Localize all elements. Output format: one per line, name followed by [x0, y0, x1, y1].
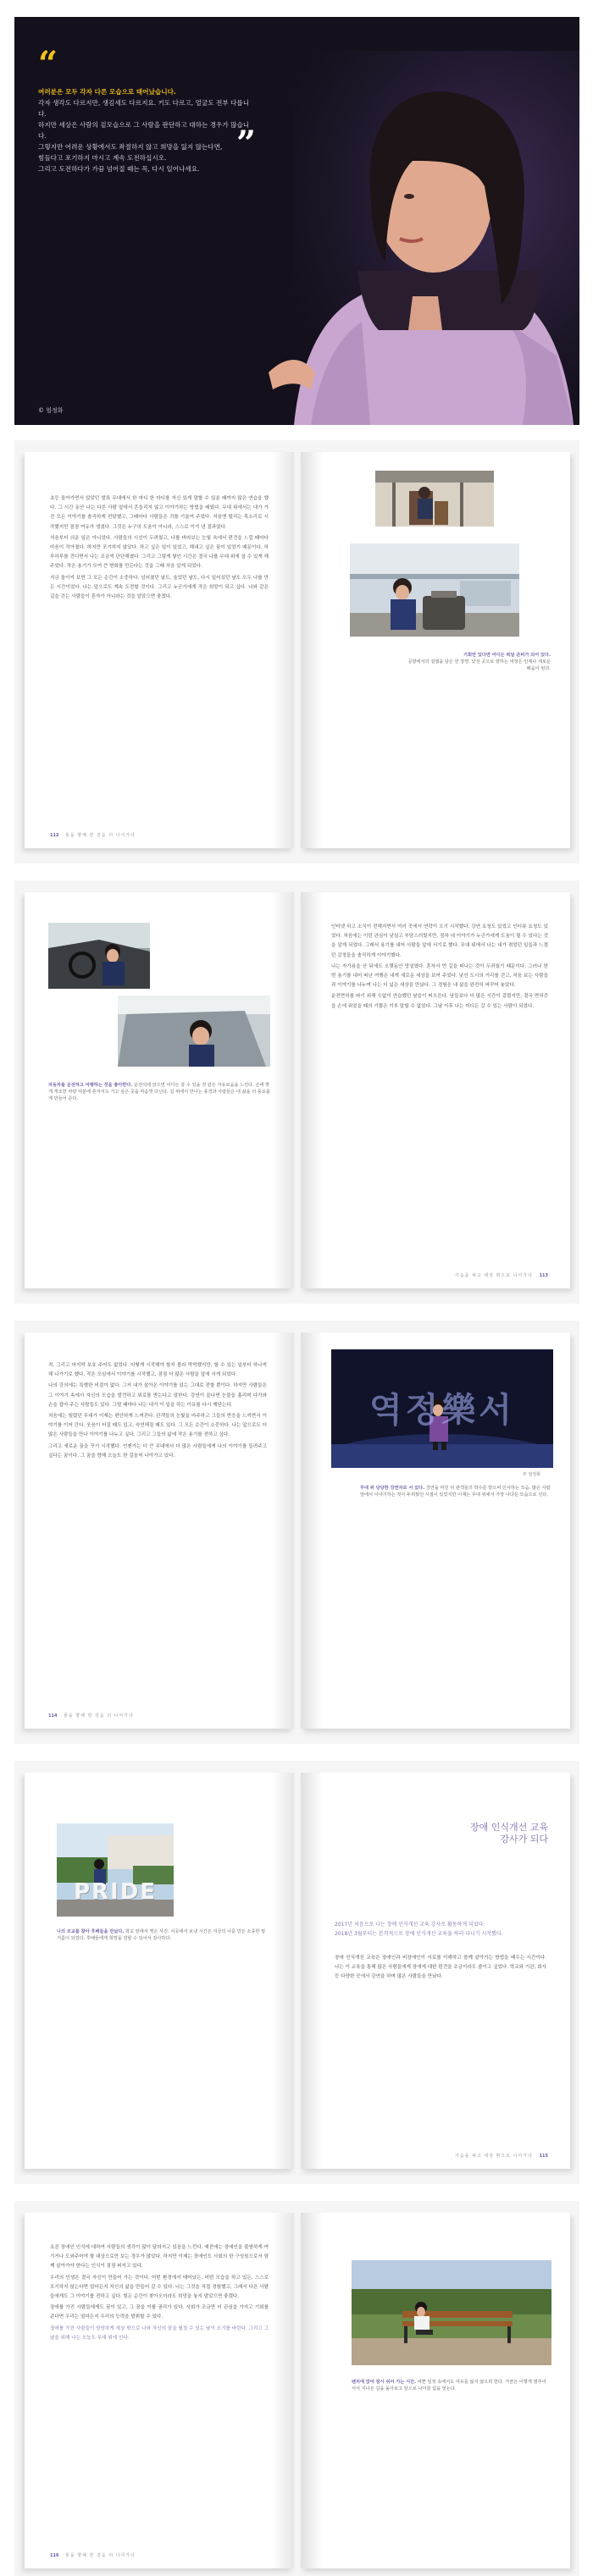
running-title: 가슴을 펴고 세상 밖으로 나아가다 — [454, 1273, 533, 1278]
photo-credit: © 엄정화 — [523, 1472, 541, 1477]
book-spread-5 — [14, 2201, 579, 2576]
body-text — [50, 2243, 269, 2345]
paragraph: 우리의 인생은 결국 자신이 만들어 가는 것이다. 어떤 환경에서 태어났든, 어떤 모습을 하고 있든, 스스로 포기하지 않는다면 얼마든지 자신의 삶을 만들어 갈 수 있다. 나는 그것을 직접 경험했고, 그래서 다른 사람들에게도 그 이야기를 전하고 싶다. 힘든 순간이 찾아오더라도 희망을 놓지 말았으면 좋겠다. — [50, 2275, 269, 2300]
paragraph: 운전면허를 따기 위해 수없이 연습했던 날들이 떠오른다. 남들보다 더 많은 시간이 걸렸지만, 결국 면허증을 손에 쥐었을 때의 기쁨은 이루 말할 수 없었다. 그날 이후 나는 어디든 갈 수 있는 사람이 되었다. — [331, 994, 548, 1009]
book-spread-1 — [14, 440, 579, 863]
section-intro-line: 2018년 3월부터는 본격적으로 장애 인식개선 교육을 하러 다니기 시작했다. — [335, 1931, 503, 1937]
paragraph: 장애를 가진 사람들에게도 꿈이 있고, 그 꿈을 이룰 권리가 있다. 사회가 조금만 더 관심을 가지고 기회를 준다면 우리는 얼마든지 우리의 능력을 발휘할 수 있다. — [50, 2305, 269, 2320]
paragraph: 지금 돌이켜 보면 그 모든 순간이 소중하다. 넘어졌던 날도, 울었던 날도, 다시 일어섰던 날도 모두 나를 만든 시간이었다. 나는 앞으로도 계속 도전할 것이다. 그리고 누군가에게 작은 희망이 되고 싶다. 나와 같은 길을 걷는 사람들이 혼자가 아니라는 것을 알았으면 좋겠다. — [50, 575, 269, 600]
caption-text: 강연을 마친 뒤 관객들의 박수를 받으며 인사하는 모습. 많은 사람 앞에서 이야기하는 것이 두려웠던 시절이 있었지만 이제는 무대 위에서 가장 나다운 모습으로 선다. — [360, 1486, 551, 1498]
running-title: 꿈을 향해 한 걸음 더 나아가다 — [65, 2553, 136, 2558]
paragraph: 처음에는 떨렸던 무대가 이제는 편안하게 느껴진다. 관객들의 눈빛을 마주하고 그들의 반응을 느끼면서 이야기를 이어 간다. 웃음이 터질 때도 있고, 숙연해질 때도 있다. 그 모든 순간이 소중하다. 나는 앞으로도 더 많은 사람들을 만나 이야기를 나누고 싶다. 그리고 그들의 삶에 작은 용기를 전하고 싶다. — [48, 1414, 267, 1438]
page-number: 115 — [539, 2154, 548, 2159]
book-spread-2 — [14, 880, 579, 1304]
quote-line: 그렇지만 어려운 상황에서도 좌절하지 않고 희망을 잃지 않는다면, — [38, 143, 223, 151]
quote-line: 그리고 도전하다가 가끔 넘어질 때는 꼭, 다시 일어나세요. — [38, 165, 200, 173]
caption-highlight: 자동차를 운전하고 여행하는 것을 좋아한다. — [48, 1083, 133, 1088]
body-text — [48, 1361, 267, 1463]
highlighted-paragraph: 장애를 가진 사람들이 당당하게 세상 밖으로 나와 자신의 꿈을 펼칠 수 있는 날이 오기를 바란다. 그리고 그날을 위해 나는 오늘도 무대 위에 선다. — [50, 2325, 269, 2341]
paragraph: 초등 돌아가면서 앉았던 발표 무대에서 한 마디 한 마디를 자신 있게 말할 수 있을 때까지 많은 연습을 했다. 그 시간 동안 나는 다른 사람 앞에서 흔들리지 않고 이야기하는 방법을 배웠다. 무대 위에서는 내가 가진 모든 이야기를 솔직하게 전달했고, 그때마다 사람들은 귀를 기울여 주었다. 처음엔 떨리는 목소리로 시작했지만 점점 여유가 생겼다. 그것은 누구의 도움이 아니라, 스스로 이겨 낸 결과였다. — [50, 496, 269, 530]
sign-lettering: PRIDE — [73, 1879, 158, 1905]
photo-caption — [352, 2379, 551, 2392]
section-title — [379, 1822, 548, 1845]
right-page — [301, 1332, 570, 1729]
car-window-photo — [118, 996, 270, 1067]
photo-caption — [360, 1485, 551, 1498]
page-folio — [455, 1272, 548, 1278]
photo-caption — [48, 1082, 270, 1102]
stage-sign-text: 역정樂서 — [369, 1391, 515, 1430]
speaker-photo — [14, 17, 579, 425]
caption-text: 학교 앞에서 찍은 사진. 이곳에서 보낸 시간은 지금의 나를 만든 소중한 밑거름이 되었다. 후배들에게 희망을 전할 수 있어서 감사하다. — [57, 1929, 266, 1941]
page-folio — [48, 1713, 134, 1718]
right-page — [301, 892, 570, 1288]
book-spread-4 — [14, 1761, 579, 2184]
caption-highlight: 무대 위 당당한 강연자로 서 있다. — [360, 1486, 425, 1491]
paragraph: 나의 강의에는 특별한 비결이 없다. 그저 내가 살아온 이야기를 있는 그대로 전할 뿐이다. 하지만 사람들은 그 이야기 속에서 자신의 모습을 발견하고 위로를 받는다고 말한다. 강연이 끝나면 눈물을 흘리며 다가와 손을 잡아 주는 사람들도 있다. 그럴 때마다 나는 내가 이 일을 하는 이유를 다시 깨닫는다. — [48, 1383, 267, 1408]
airport-photo — [350, 543, 519, 637]
book-spread-3 — [14, 1321, 579, 1744]
caption-highlight: 나의 모교를 찾아 후배들을 만났다. — [57, 1929, 125, 1934]
section-intro-line: 2017년 처음으로 나는 장애 인식개선 교육 강사로 활동하게 되었다. — [335, 1922, 485, 1928]
right-page — [301, 452, 570, 848]
hero-quote — [38, 86, 250, 174]
quote-line: 하지만 세상은 사람의 겉모습으로 그 사람을 판단하고 대하는 경우가 많습니다. — [38, 121, 250, 140]
body-text — [331, 923, 548, 1013]
photo-caption — [57, 1928, 269, 1942]
luggage-photo — [375, 471, 494, 527]
paragraph: 나는 자가용을 산 뒤에도 오랫동안 망설였다. 혼자서 먼 길을 떠나는 것이 두려웠기 때문이다. 그러나 한 번 용기를 내어 떠난 여행은 내게 새로운 세상을 보여 주었다. 낯선 도시의 거리를 걷고, 처음 보는 사람들과 이야기를 나누며 나는 더 넓은 세상을 만났다. 그 경험은 내 삶을 완전히 바꾸어 놓았다. — [331, 963, 548, 989]
paragraph: 처음부터 쉬운 일은 아니었다. 사람들의 시선이 두려웠고, 나를 바라보는 눈빛 속에서 편견을 느낄 때마다 마음이 작아졌다. 하지만 포기하지 않았다. 하고 싶은 일이 있었고, 해내고 싶은 꿈이 있었기 때문이다. 하루하루를 견디면서 나는 조금씩 단단해졌다. 그리고 그렇게 쌓인 시간은 결국 나를 무대 위에 설 수 있게 해 주었다. 작은 용기가 모여 큰 변화를 만든다는 것을 그때 처음 알게 되었다. — [50, 535, 269, 570]
page-folio — [50, 2552, 136, 2558]
quote-line: 힘들다고 포기하지 마시고 계속 도전하십시오. — [38, 154, 167, 162]
left-page — [25, 892, 294, 1288]
hero-photo-panel — [14, 17, 579, 425]
caption-text: 운전석에 앉으면 어디든 갈 수 있을 것 같은 자유로움을 느낀다. 손에 맞게 개조한 차량 덕분에 혼자서도 가고 싶은 곳을 마음껏 다닌다. 길 위에서 만나는 풍경과 사람들은 내 삶을 더 풍요롭게 만들어 준다. — [48, 1083, 270, 1101]
quote-line: 여러분은 모두 각자 다른 모습으로 태어났습니다. — [38, 88, 176, 96]
page-number: 114 — [48, 1713, 58, 1718]
caption-highlight: 벤치에 앉아 잠시 쉬어 가는 시간. — [352, 2380, 417, 2385]
paragraph: 인터넷 하고 소식이 전해지면서 여러 곳에서 연락이 오기 시작했다. 강연 요청도 있었고 인터뷰 요청도 있었다. 처음에는 이런 관심이 낯설고 부담스러웠지만, 점차 내 이야기가 누군가에게 도움이 될 수 있다는 것을 알게 되었다. 그래서 용기를 내어 사람들 앞에 서기로 했다. 무대 위에서 나는 내가 겪었던 일들과 느꼈던 감정들을 솔직하게 이야기했다. — [331, 924, 548, 958]
photo-caption — [402, 652, 551, 672]
paragraph: 그리고 새로운 꿈을 꾸기 시작했다. 언젠가는 더 큰 무대에서 더 많은 사람들에게 나의 이야기를 들려주고 싶다는 꿈이다. 그 꿈을 향해 오늘도 한 걸음씩 나아가고 있다. — [48, 1443, 267, 1459]
body-text — [335, 1954, 546, 1984]
car-driving-photo — [48, 923, 150, 989]
paragraph: 장애 인식개선 교육은 장애인과 비장애인이 서로를 이해하고 함께 살아가는 방법을 배우는 시간이다. 나는 이 교육을 통해 많은 사람들에게 장애에 대한 편견을 조금이라도 줄이고 싶었다. 학교와 기관, 회사 등 다양한 곳에서 강연을 하며 많은 사람들을 만났다. — [335, 1955, 546, 1980]
right-page — [301, 1773, 570, 2169]
school-sign-photo — [57, 1823, 174, 1917]
section-title-line: 강사가 되다 — [500, 1834, 548, 1845]
paragraph: 적, 그리고 마지막 보호 주어도 없었다. 어떻게 시작해야 할지 몰라 막막했지만, 할 수 있는 일부터 하나씩 해 나가기로 했다. 작은 모임에서 이야기를 시작했고, 점점 더 많은 사람들 앞에 서게 되었다. — [48, 1363, 267, 1378]
section-intro — [335, 1920, 546, 1939]
running-title: 가슴을 펴고 세상 밖으로 나아가다 — [454, 2154, 533, 2159]
left-page — [25, 2213, 294, 2568]
left-page — [25, 1332, 294, 1729]
quote-line: 각자 생각도 다르지만, 생김새도 다르지요. 키도 다르고, 얼굴도 전부 다릅니다. — [38, 99, 250, 118]
caption-text: 공항에서의 설렘을 담은 한 장면. 낯선 곳으로 향하는 여정은 언제나 새로운 배움이 된다. — [407, 659, 551, 671]
page-number: 116 — [50, 2553, 59, 2558]
paragraph: 요즘 장애인 인식에 대하여 사람들의 생각이 많이 달라지고 있음을 느낀다. 예전에는 장애인을 불쌍하게 여기거나 도와주어야 할 대상으로만 보는 경우가 많았다. 하지만 이제는 장애인도 사회의 한 구성원으로서 함께 살아가야 한다는 인식이 점점 퍼지고 있다. — [50, 2245, 269, 2270]
left-page — [25, 1773, 294, 2169]
right-page — [301, 2213, 570, 2568]
page-number: 112 — [50, 833, 59, 838]
running-title: 꿈을 향해 한 걸음 더 나아가다 — [64, 1713, 134, 1718]
page-folio — [455, 2153, 548, 2159]
body-text — [50, 494, 269, 604]
page-folio — [50, 832, 136, 838]
photo-credit: © 엄정화 — [38, 407, 64, 414]
left-page — [25, 452, 294, 848]
open-quote-mark: “ — [38, 44, 58, 84]
page-number: 113 — [539, 1273, 548, 1278]
running-title: 꿈을 향해 한 걸음 더 나아가다 — [65, 833, 136, 838]
section-title-line: 장애 인식개선 교육 — [469, 1822, 548, 1833]
stage-lecture-photo — [331, 1349, 553, 1468]
close-quote-mark: ” — [236, 124, 257, 163]
caption-highlight: 기회만 있다면 어디든 떠날 준비가 되어 있다. — [463, 653, 551, 658]
caption-text: 바쁜 일정 속에서도 여유를 잃지 않으려 한다. 가끔은 이렇게 멈추어 서서 지나온 길을 돌아보고 앞으로 나아갈 힘을 얻는다. — [352, 2380, 546, 2391]
bench-photo — [352, 2260, 551, 2365]
